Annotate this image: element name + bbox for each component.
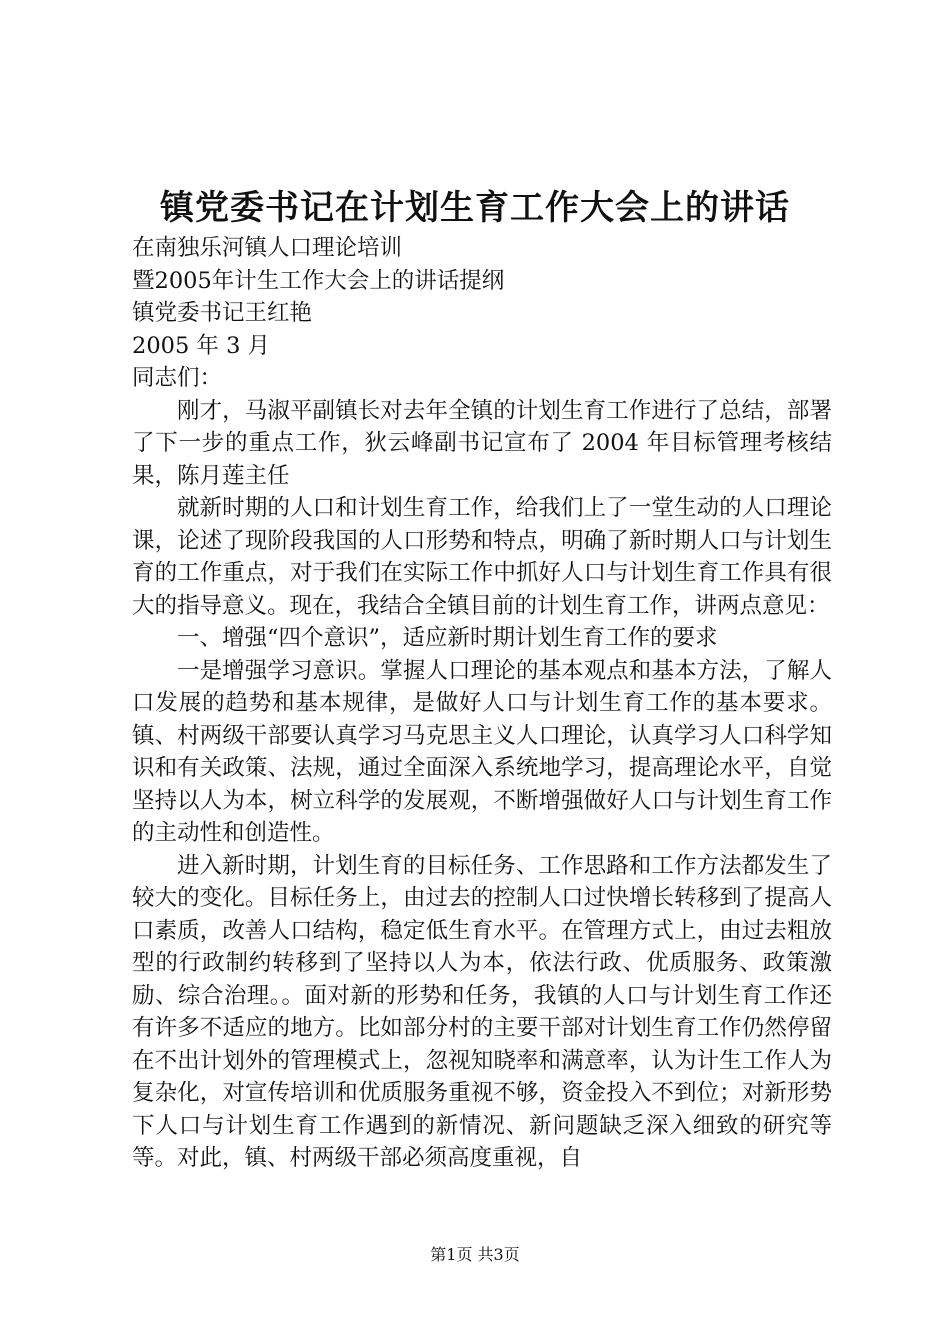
meta-line-salutation: 同志们： [132, 365, 223, 391]
paragraph-2: 就新时期的人口和计划生育工作，给我们上了一堂生动的人口理论课，论述了现阶段我国的人口形势和特点，明确了新时期人口与计划生育的工作重点，对于我们在实际工作中抓好人口与计划生育工作具有很大的指导意义。现在，我结合全镇目前的计划生育工作，讲两点意见： [132, 495, 832, 619]
paragraph-4: 进入新时期，计划生育的目标任务、工作思路和工作方法都发生了较大的变化。目标任务上，由过去的控制人口过快增长转移到了提高人口素质，改善人口结构，稳定低生育水平。在管理方式上，由过去粗放型的行政制约转移到了坚持以人为本，依法行政、优质服务、政策激励、综合治理。。面对新的形势和任务，我镇的人口与计划生育工作还有许多不适应的地方。比如部分村的主要干部对计划生育工作仍然停留在不出计划外的管理模式上，忽视知晓率和满意率，认为计生工作人为复杂化，对宣传培训和优质服务重视不够，资金投入不到位；对新形势下人口与计划生育工作遇到的新情况、新问题缺乏深入细致的研究等等。对此，镇、村两级干部必须高度重视，自 [132, 852, 832, 1171]
paragraph-1: 刚才，马淑平副镇长对去年全镇的计划生育工作进行了总结，部署了下一步的重点工作，狄云峰副书记宣布了 2004 年目标管理考核结果，陈月莲主任 [132, 397, 832, 489]
document-body [132, 232, 832, 1175]
meta-line-date: 2005 年 3 月 [132, 332, 271, 359]
page-footer: 第1页 共3页 [430, 1245, 520, 1264]
meta-line-conference: 暨2005年计生工作大会上的讲话提纲 [132, 267, 505, 294]
paragraph-3: 一是增强学习意识。掌握人口理论的基本观点和基本方法，了解人口发展的趋势和基本规律，是做好人口与计划生育工作的基本要求。镇、村两级干部要认真学习马克思主义人口理论，认真学习人口科学知识和有关政策、法规，通过全面深入系统地学习，提高理论水平，自觉坚持以人为本，树立科学的发展观，不断增强做好人口与计划生育工作的主动性和创造性。 [132, 657, 832, 846]
meta-line-speaker: 镇党委书记王红艳 [132, 300, 313, 326]
section-heading-1: 一、增强“四个意识”，适应新时期计划生育工作的要求 [177, 625, 718, 651]
page-title: 镇党委书记在计划生育工作大会上的讲话 [160, 188, 790, 228]
meta-line-training: 在南独乐河镇人口理论培训 [132, 235, 403, 261]
